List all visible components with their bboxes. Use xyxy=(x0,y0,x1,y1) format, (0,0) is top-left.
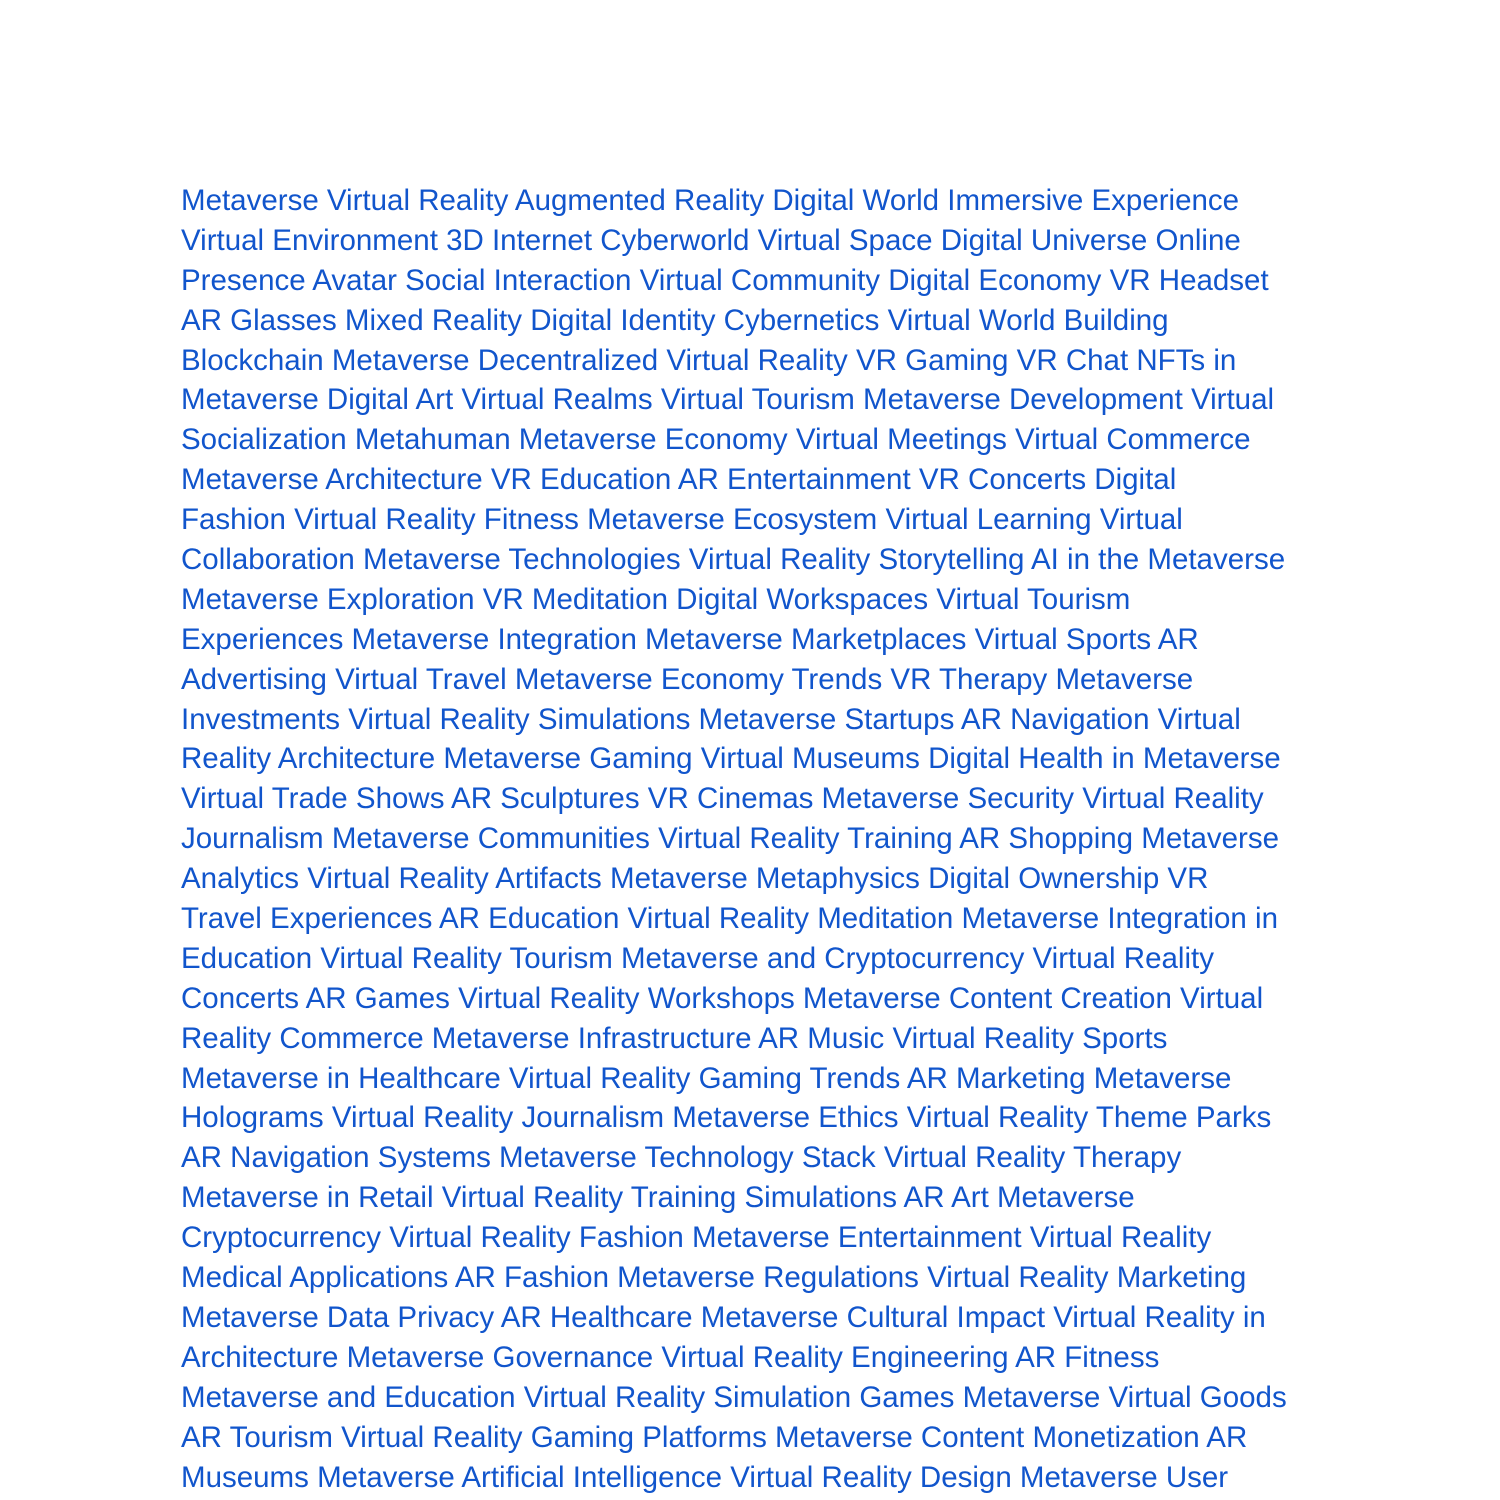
text-line: Travel Experiences AR Education Virtual Reality Meditation Metaverse Integration in xyxy=(181,902,1278,936)
keyword-paragraph xyxy=(181,181,1341,1497)
text-line: Fashion Virtual Reality Fitness Metaverse Ecosystem Virtual Learning Virtual xyxy=(181,503,1183,537)
text-line: Analytics Virtual Reality Artifacts Metaverse Metaphysics Digital Ownership VR xyxy=(181,862,1209,896)
text-line: Metaverse in Healthcare Virtual Reality Gaming Trends AR Marketing Metaverse xyxy=(181,1061,1232,1095)
text-line: Reality Architecture Metaverse Gaming Virtual Museums Digital Health in Metaverse xyxy=(181,742,1281,776)
text-line: Metaverse in Retail Virtual Reality Training Simulations AR Art Metaverse xyxy=(181,1181,1135,1215)
text-line: Virtual Environment 3D Internet Cyberworld Virtual Space Digital Universe Online xyxy=(181,223,1241,257)
text-line: Metaverse Exploration VR Meditation Digital Workspaces Virtual Tourism xyxy=(181,582,1131,616)
text-line: Metaverse Digital Art Virtual Realms Virtual Tourism Metaverse Development Virtual xyxy=(181,383,1275,417)
text-line: AR Tourism Virtual Reality Gaming Platforms Metaverse Content Monetization AR xyxy=(181,1420,1248,1454)
text-line: Experiences Metaverse Integration Metaverse Marketplaces Virtual Sports AR xyxy=(181,622,1199,656)
text-line: Metaverse Architecture VR Education AR Entertainment VR Concerts Digital xyxy=(181,463,1177,497)
text-line: Journalism Metaverse Communities Virtual Reality Training AR Shopping Metaverse xyxy=(181,822,1279,856)
text-line: Blockchain Metaverse Decentralized Virtual Reality VR Gaming VR Chat NFTs in xyxy=(181,343,1237,377)
text-line: AR Glasses Mixed Reality Digital Identity Cybernetics Virtual World Building xyxy=(181,303,1169,337)
text-line: Metaverse and Education Virtual Reality Simulation Games Metaverse Virtual Goods xyxy=(181,1380,1287,1414)
text-line: Presence Avatar Social Interaction Virtual Community Digital Economy VR Headset xyxy=(181,263,1269,297)
text-line: Reality Commerce Metaverse Infrastructure AR Music Virtual Reality Sports xyxy=(181,1021,1168,1055)
text-line: Collaboration Metaverse Technologies Virtual Reality Storytelling AI in the Metaverse xyxy=(181,543,1286,577)
text-line: Holograms Virtual Reality Journalism Metaverse Ethics Virtual Reality Theme Parks xyxy=(181,1101,1272,1135)
text-line: Socialization Metahuman Metaverse Economy Virtual Meetings Virtual Commerce xyxy=(181,423,1251,457)
text-line: Advertising Virtual Travel Metaverse Economy Trends VR Therapy Metaverse xyxy=(181,662,1194,696)
text-line: Investments Virtual Reality Simulations Metaverse Startups AR Navigation Virtual xyxy=(181,702,1241,736)
text-line: Museums Metaverse Artificial Intelligence Virtual Reality Design Metaverse User xyxy=(181,1460,1229,1494)
text-line: Concerts AR Games Virtual Reality Workshops Metaverse Content Creation Virtual xyxy=(181,981,1264,1015)
text-line: Virtual Trade Shows AR Sculptures VR Cinemas Metaverse Security Virtual Reality xyxy=(181,782,1264,816)
text-line: Metaverse Virtual Reality Augmented Reality Digital World Immersive Experience xyxy=(181,184,1240,217)
text-line: Education Virtual Reality Tourism Metaverse and Cryptocurrency Virtual Reality xyxy=(181,941,1214,975)
text-line: Cryptocurrency Virtual Reality Fashion Metaverse Entertainment Virtual Reality xyxy=(181,1221,1212,1255)
text-line: Architecture Metaverse Governance Virtual Reality Engineering AR Fitness xyxy=(181,1340,1160,1374)
text-line: Metaverse Data Privacy AR Healthcare Metaverse Cultural Impact Virtual Reality in xyxy=(181,1300,1266,1334)
text-line: Medical Applications AR Fashion Metaverse Regulations Virtual Reality Marketing xyxy=(181,1261,1247,1295)
text-line: AR Navigation Systems Metaverse Technology Stack Virtual Reality Therapy xyxy=(181,1141,1182,1175)
